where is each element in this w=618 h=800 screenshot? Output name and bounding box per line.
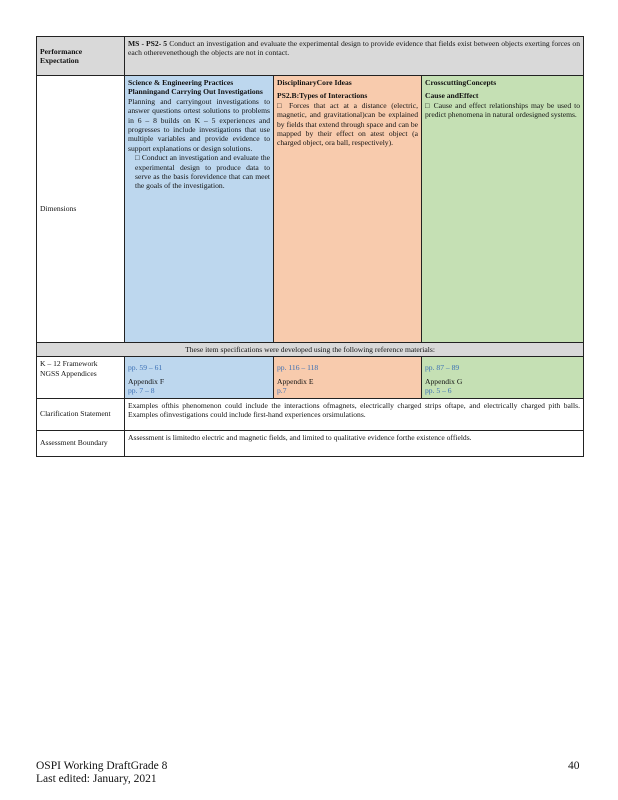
reference-note-row [37, 343, 584, 357]
performance-expectation-label: Performance Expectation [37, 37, 125, 76]
footer [36, 760, 167, 786]
assessment-boundary-label: Assessment Boundary [37, 430, 125, 456]
references-row [37, 357, 584, 398]
clarification-row [37, 398, 584, 430]
sep-body: Planning and carryingout investigations to answer questions ortest solutions to problems in 6 – 8 builds on K – 5 experiences and progresses to include investigations that use multiple variables and provide evidence to support explanations or design solutions. [128, 96, 270, 153]
ccc-cell [422, 76, 584, 343]
dci-heading: DisciplinaryCore Ideas [277, 78, 352, 87]
sep-appendix-pages: pp. 7 – 8 [128, 386, 155, 396]
pe-text: Conduct an investigation and evaluate the experimental design to provide evidence that fields exist between objects exerting forces on each otherevenethough the objects are not in contact. [128, 39, 580, 58]
performance-expectation-row [37, 37, 584, 76]
dci-appendix: Appendix E [277, 376, 314, 386]
sep-heading: Science & Engineering Practices [128, 78, 234, 87]
assessment-boundary-row [37, 430, 584, 456]
performance-expectation-cell [125, 37, 584, 76]
clarification-label: Clarification Statement [37, 398, 125, 430]
specification-table [36, 36, 584, 457]
sep-appendix: Appendix F [128, 376, 165, 386]
dci-appendix-pages: p.7 [277, 386, 287, 396]
ccc-references [422, 357, 584, 398]
ccc-framework-pages: pp. 87 – 89 [425, 363, 460, 373]
dci-cell [274, 76, 422, 343]
dci-subheading: PS2.B:Types of Interactions [277, 91, 368, 101]
clarification-text: Examples ofthis phenomenon could include the interactions ofmagnets, electrically charged strips oftape, and electrically charged pith balls. Examples ofinvestigations could include first-hand experiences orsimulations. [125, 398, 584, 430]
footer-edited-line: Last edited: January, 2021 [36, 773, 157, 785]
dci-framework-pages: pp. 116 – 118 [277, 363, 319, 373]
dimensions-row [37, 76, 584, 343]
assessment-boundary-text: Assessment is limitedto electric and magnetic fields, and limited to qualitative evidence forthe existence offields. [125, 430, 584, 456]
ngss-label: NGSS Appendices [40, 368, 97, 378]
sep-framework-pages: pp. 59 – 61 [128, 363, 163, 373]
sep-cell [125, 76, 274, 343]
sep-bullet: □ Conduct an investigation and evaluate the experimental design to produce data to serve as the basis forevidence that can meet the goals of the investigation. [135, 153, 270, 191]
page-number: 40 [568, 760, 580, 772]
ccc-subheading: Cause andEffect [425, 91, 479, 101]
ccc-bullet: □ Cause and effect relationships may be used to predict phenomena in natural ordesigned systems. [425, 100, 580, 120]
reference-note: These item specifications were developed using the following reference materials: [37, 343, 584, 357]
framework-label: K – 12 Framework [40, 359, 98, 369]
dci-references [274, 357, 422, 398]
dimensions-label: Dimensions [37, 76, 125, 343]
references-labels [37, 357, 125, 398]
footer-draft-line: OSPI Working DraftGrade 8 [36, 760, 168, 772]
sep-subheading: Planningand Carrying Out Investigations [128, 87, 263, 97]
dci-bullet: □ Forces that act at a distance (electric, magnetic, and gravitational)can be explained by fields that extend through space and can be mapped by their effect on atest object (a charged object, ora ball, respectively). [277, 100, 418, 148]
pe-code: MS - PS2- 5 [128, 39, 168, 48]
ccc-heading: CrosscuttingConcepts [425, 78, 497, 87]
ccc-appendix-pages: pp. 5 – 6 [425, 386, 452, 396]
ccc-appendix: Appendix G [425, 376, 463, 386]
sep-references [125, 357, 274, 398]
